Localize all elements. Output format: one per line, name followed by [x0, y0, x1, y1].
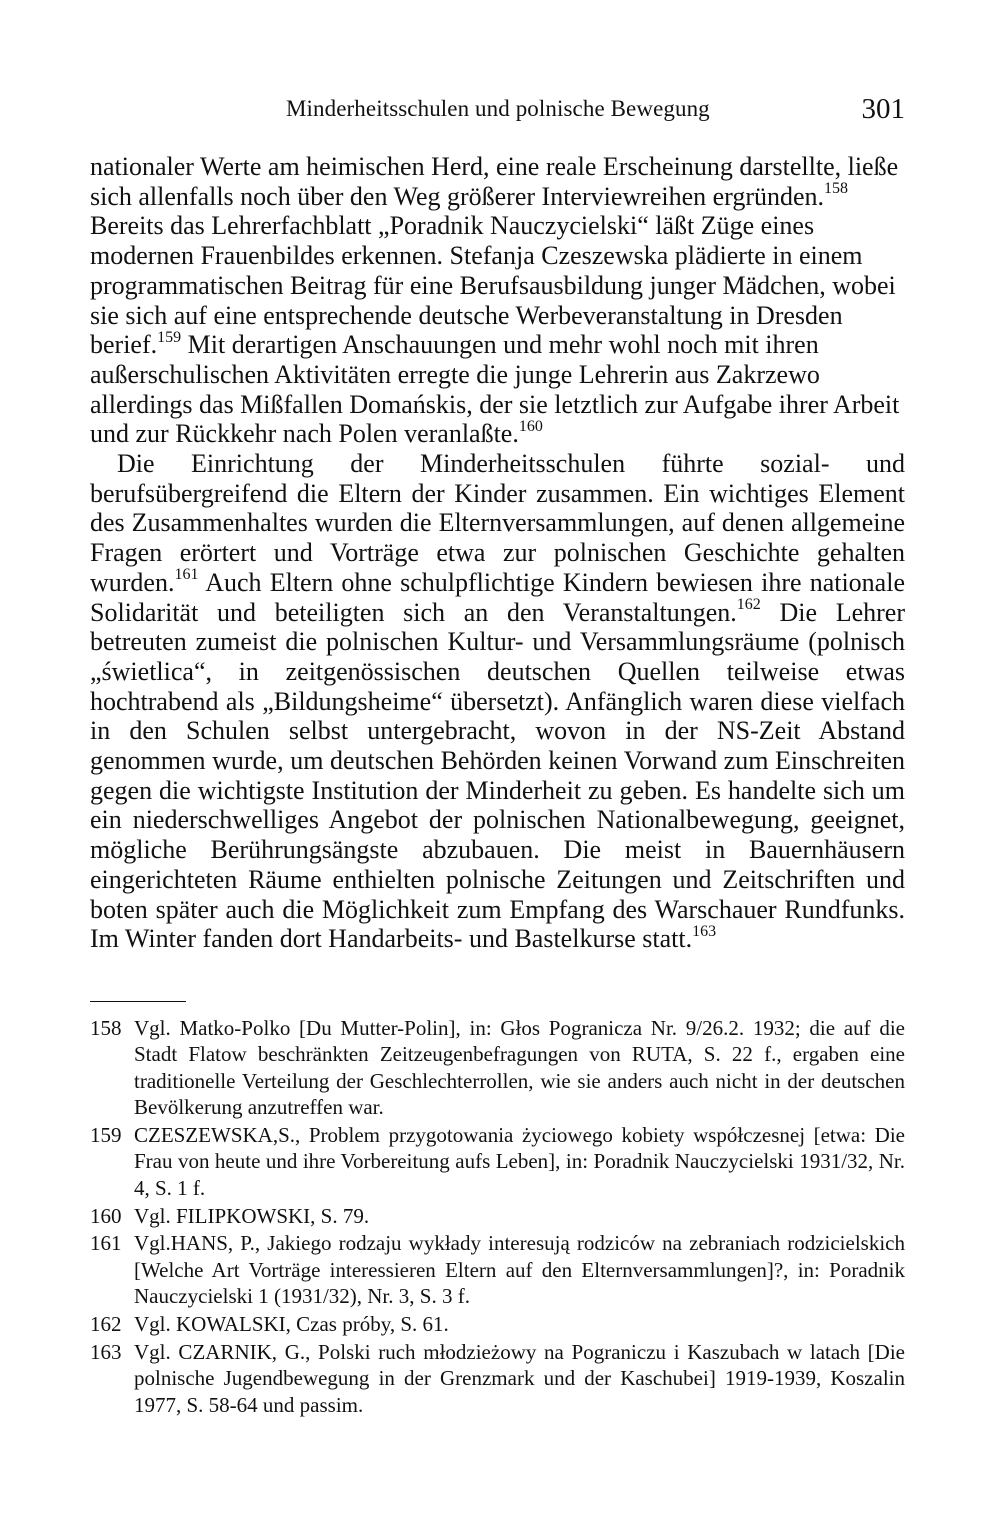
footnote-159 [90, 1122, 905, 1201]
paragraph-2-text-c: Die Lehrer betreuten zumeist die polnischen Kultur- und Versammlungsräume (polnisch „świetlica“, in zeitgenössischen deutschen Quellen teilweise etwas hochtrabend als „Bildungsheime“ übersetzt). Anfänglich waren diese vielfach in den Schulen selbst untergebracht, wovon in der NS-Zeit Abstand genommen wurde, um deutschen Behörden keinen Vorwand zum Einschreiten gegen die wichtigste Institution der Minderheit zu geben. Es handelte sich um ein niederschwelliges Angebot der polnischen Nationalbewegung, geeignet, mögliche Berührungsängste abzubauen. Die meist in Bauernhäusern eingerichteten Räume enthielten polnische Zeitungen und Zeitschriften und boten später auch die Möglichkeit zum Empfang des Warschauer Rundfunks. Im Winter fanden dort Handarbeits- und Bastelkurse statt. [90, 597, 905, 954]
footnote-text: Vgl. Matko-Polko [Du Mutter-Polin], in: Głos Pogranicza Nr. 9/26.2. 1932; die auf die Stadt Flatow beschränkten Zeitzeugenbefragungen von RUTA, S. 22 f., ergaben eine traditionelle Verteilung der Geschlechterrollen, wie sie anders auch nicht in der deutschen Bevölkerung anzutreffen war. [134, 1016, 905, 1120]
footnote-ref-162[interactable]: 162 [736, 595, 761, 613]
footnote-160 [90, 1203, 905, 1229]
footnote-ref-159[interactable]: 159 [157, 328, 182, 346]
footnote-ref-163[interactable]: 163 [692, 922, 717, 940]
paragraph-2-text-b: Auch Eltern ohne schulpflichtige Kindern bewiesen ihre nationale Solidarität und beteiligten sich an den Veranstaltungen. [90, 567, 905, 627]
footnote-163 [90, 1339, 905, 1418]
paragraph-1-text-b: Bereits das Lehrerfachblatt „Poradnik Nauczycielski“ läßt Züge eines modernen Frauenbildes erkennen. Stefanja Czeszewska plädierte in einem programmatischen Beitrag für eine Berufsausbildung junger Mädchen, wobei sie sich auf eine entsprechende deutsche Werbeveranstaltung in Dresden berief. [90, 211, 896, 360]
footnote-number: 163 [90, 1339, 122, 1364]
running-header [90, 93, 905, 132]
footnote-161 [90, 1230, 905, 1309]
footnote-158 [90, 1015, 905, 1121]
paragraph-2 [90, 449, 905, 954]
paragraph-1-text-c: Mit derartigen Anschauungen und mehr wohl noch mit ihren außerschulischen Aktivitäten erregte die junge Lehrerin aus Zakrzewo allerdings das Mißfallen Domańskis, der sie letztlich zur Aufgabe ihrer Arbeit und zur Rückkehr nach Polen veranlaßte. [90, 330, 900, 449]
footnote-number: 161 [90, 1231, 122, 1256]
footnote-text: Vgl. FILIPKOWSKI, S. 79. [134, 1203, 370, 1228]
footnote-ref-161[interactable]: 161 [174, 566, 199, 584]
footnote-text: CZESZEWSKA,S., Problem przygotowania życiowego kobiety współczesnej [etwa: Die Frau von heute und ihre Vorbereitung aufs Leben], in: Poradnik Nauczycielski 1931/32, Nr. 4, S. 1 f. [134, 1123, 905, 1200]
footnote-number: 159 [90, 1123, 122, 1148]
footnote-text: Vgl.HANS, P., Jakiego rodzaju wykłady interesują rodziców na zebraniach rodzicielskich [Welche Art Vorträge interessieren Eltern auf den Elternversammlungen]?, in: Poradnik Nauczycielski 1 (1931/32), Nr. 3, S. 3 f. [134, 1231, 905, 1309]
running-title: Minderheitsschulen und polnische Bewegung [286, 96, 710, 121]
footnote-separator [90, 1001, 186, 1002]
page-number: 301 [861, 93, 905, 125]
footnote-number: 162 [90, 1312, 122, 1337]
footnote-ref-160[interactable]: 160 [518, 417, 543, 435]
footnote-162 [90, 1311, 905, 1337]
footnote-text: Vgl. CZARNIK, G., Polski ruch młodzieżowy na Pograniczu i Kaszubach w latach [Die polnische Jugendbewegung in der Grenzmark und der Kaschubei] 1919-1939, Koszalin 1977, S. 58-64 und passim. [134, 1339, 905, 1417]
main-text [90, 152, 905, 954]
footnote-number: 160 [90, 1203, 122, 1228]
footnote-text: Vgl. KOWALSKI, Czas próby, S. 61. [134, 1312, 449, 1337]
footnote-ref-158[interactable]: 158 [824, 180, 849, 198]
paragraph-1 [90, 152, 905, 449]
footnotes-section [90, 1015, 905, 1419]
paragraph-1-text-a: nationaler Werte am heimischen Herd, eine reale Erscheinung darstellte, ließe sich allenfalls noch über den Weg größerer Interviewreihen ergründen. [90, 152, 899, 211]
footnote-number: 158 [90, 1016, 122, 1040]
paragraph-2-text-a: Die Einrichtung der Minderheitsschulen führte sozial- und berufsübergreifend die Eltern der Kinder zusammen. Ein wichtiges Element des Zusammenhaltes wurden die Elternversammlungen, auf denen allgemeine Fragen erörtert und Vorträge etwa zur polnischen Geschichte gehalten wurden. [90, 449, 905, 597]
